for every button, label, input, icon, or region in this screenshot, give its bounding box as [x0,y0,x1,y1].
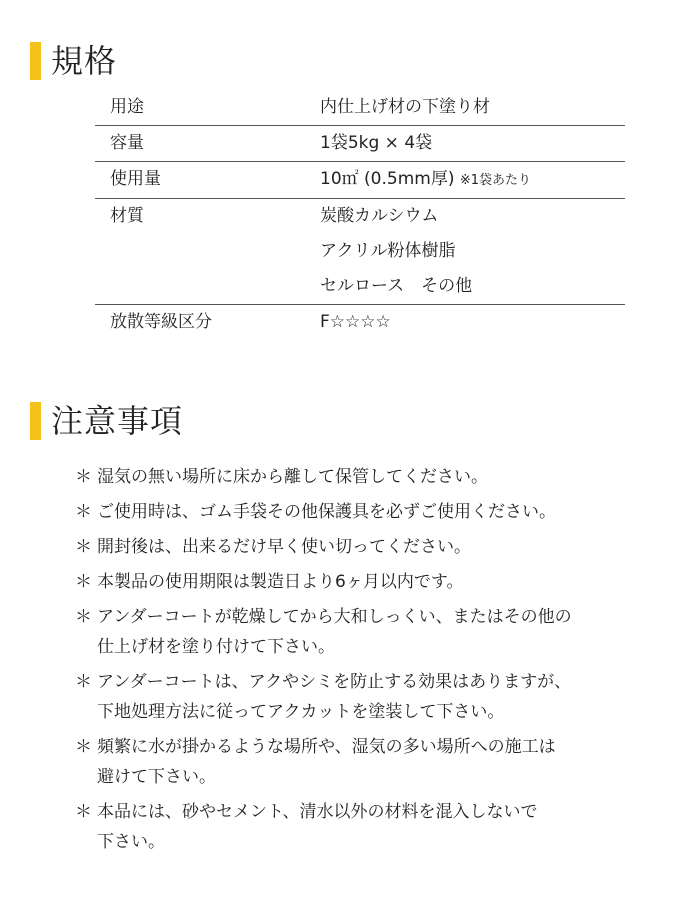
note-text-line: 湿気の無い場所に床から離して保管してください。 [97,467,488,487]
note-text-line: 下さい。 [97,832,165,852]
note-item [75,797,675,857]
note-text-line: ご使用時は、ゴム手袋その他保護具を必ずご使用ください。 [97,502,556,522]
note-item [75,667,675,727]
note-text-line: 避けて下さい。 [97,767,216,787]
asterisk-bullet-icon: ＊ [75,502,92,522]
spec-value [320,90,625,125]
heading-accent-bar [30,402,41,440]
spec-values [320,199,625,304]
spec-row [95,90,625,126]
asterisk-bullet-icon: ＊ [75,467,92,487]
notes-section-title: 注意事項 [51,402,184,440]
spec-row [95,162,625,199]
spec-value-text: 内仕上げ材の下塗り材 [320,97,490,117]
spec-value-text: 1袋5kg × 4袋 [320,133,433,153]
spec-table [95,90,625,340]
spec-row [95,305,625,340]
spec-value-text: 炭酸カルシウム [320,206,439,226]
spec-value-text: アクリル粉体樹脂 [320,241,456,261]
spec-values [320,305,625,340]
spec-value [320,305,625,340]
note-text-line: 本品には、砂やセメント、清水以外の材料を混入しないで [97,802,538,822]
asterisk-bullet-icon: ＊ [75,737,92,757]
spec-value [320,199,625,234]
spec-label: 材質 [110,206,144,226]
spec-value-text: F☆☆☆☆ [320,312,391,332]
spec-value [320,162,625,198]
spec-section-heading [30,42,117,80]
asterisk-bullet-icon: ＊ [75,572,92,592]
spec-values [320,90,625,125]
note-text-line: 本製品の使用期限は製造日より6ヶ月以内です。 [97,572,464,592]
note-text-line: 下地処理方法に従ってアクカットを塗装して下さい。 [97,702,505,722]
spec-label: 用途 [110,97,144,117]
spec-row [95,199,625,305]
note-item [75,532,675,562]
note-item [75,497,675,527]
note-text-line: 頻繁に水が掛かるような場所や、湿気の多い場所への施工は [97,737,556,757]
asterisk-bullet-icon: ＊ [75,802,92,822]
spec-value [320,269,625,304]
note-text-line: アンダーコートは、アクやシミを防止する効果はありますが、 [97,672,572,692]
spec-section-title: 規格 [51,42,118,80]
spec-value [320,126,625,161]
spec-value-text: セルロース その他 [320,276,473,296]
note-text-line: 仕上げ材を塗り付けて下さい。 [97,637,335,657]
notes-section-heading [30,402,183,440]
note-text-line: 開封後は、出来るだけ早く使い切ってください。 [97,537,471,557]
asterisk-bullet-icon: ＊ [75,537,92,557]
note-item [75,567,675,597]
spec-value-text: 10㎡ (0.5mm厚) [320,169,455,189]
spec-value [320,234,625,269]
spec-values [320,126,625,161]
note-item [75,602,675,662]
spec-label: 使用量 [110,169,161,189]
notes-list [75,462,675,862]
asterisk-bullet-icon: ＊ [75,607,92,627]
note-item [75,462,675,492]
note-item [75,732,675,792]
note-text-line: アンダーコートが乾燥してから大和しっくい、またはその他の [97,607,572,627]
heading-accent-bar [30,42,41,80]
spec-row [95,126,625,162]
asterisk-bullet-icon: ＊ [75,672,92,692]
spec-label: 放散等級区分 [110,312,212,332]
spec-note: ※1袋あたり [459,173,532,188]
spec-values [320,162,625,198]
spec-label: 容量 [110,133,144,153]
